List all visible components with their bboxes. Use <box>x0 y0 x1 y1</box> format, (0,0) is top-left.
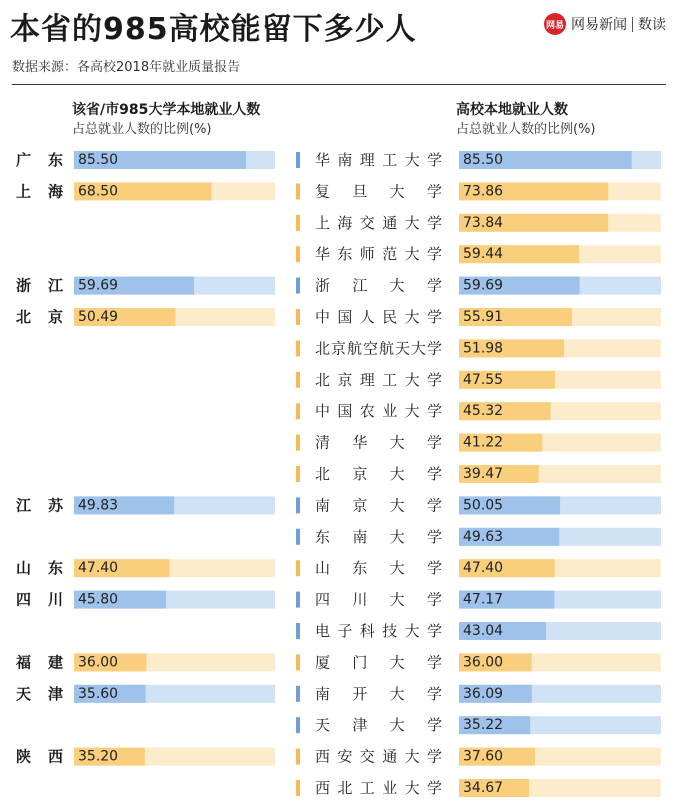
school-label: 天津大学 <box>315 716 442 735</box>
school-marker <box>296 749 300 765</box>
school-value-label: 35.22 <box>463 717 504 734</box>
school-value-label: 49.63 <box>463 528 504 545</box>
province-label: 西 <box>48 747 64 766</box>
province-label: 四 <box>16 590 32 609</box>
school-label: 华南理工大学 <box>315 151 442 169</box>
province-value-label: 36.00 <box>78 654 119 671</box>
left-column-subtitle: 占总就业人数的比例(%) <box>72 122 212 137</box>
school-label: 电子科技大学 <box>315 622 442 640</box>
school-label: 上海交通大学 <box>315 213 442 232</box>
school-label: 厦门大学 <box>315 653 442 672</box>
school-value-label: 47.55 <box>463 371 504 388</box>
school-value-label: 34.67 <box>463 780 504 796</box>
province-label: 建 <box>48 653 64 672</box>
province-label: 陕 <box>16 747 32 766</box>
school-marker <box>296 278 300 294</box>
school-marker <box>296 686 300 702</box>
school-marker <box>296 654 300 670</box>
school-value-label: 50.05 <box>463 497 504 514</box>
school-label: 西安交通大学 <box>315 747 442 766</box>
province-label: 北 <box>16 308 32 326</box>
province-value-label: 35.20 <box>78 748 119 765</box>
school-value-label: 73.84 <box>463 214 504 231</box>
school-label: 西北工业大学 <box>315 779 442 797</box>
province-label: 津 <box>48 684 64 703</box>
school-marker <box>296 215 300 231</box>
school-label: 复旦大学 <box>315 182 442 201</box>
province-label: 上 <box>16 182 32 201</box>
school-value-label: 47.17 <box>463 591 504 608</box>
school-label: 东南大学 <box>315 527 442 546</box>
school-marker <box>296 466 300 482</box>
school-value-label: 47.40 <box>463 560 504 577</box>
right-column-title: 高校本地就业人数 <box>456 102 568 118</box>
brand-section: 数读 <box>638 17 666 33</box>
province-label: 山 <box>16 559 32 578</box>
right-column-subtitle: 占总就业人数的比例(%) <box>456 122 596 137</box>
province-value-label: 50.49 <box>78 309 119 325</box>
province-label: 江 <box>16 496 32 515</box>
school-marker <box>296 246 300 262</box>
province-value-label: 45.80 <box>78 591 119 608</box>
province-label: 东 <box>48 151 64 169</box>
province-label: 海 <box>48 182 64 201</box>
page-title: 本省的985高校能留下多少人 <box>10 12 417 47</box>
school-marker <box>296 152 300 168</box>
school-value-label: 59.69 <box>463 277 504 294</box>
province-label: 浙 <box>16 276 32 295</box>
province-value-label: 47.40 <box>78 560 119 577</box>
school-marker <box>296 623 300 639</box>
school-value-label: 43.04 <box>463 623 504 639</box>
school-label: 南开大学 <box>315 684 442 703</box>
school-label: 南京大学 <box>315 496 442 515</box>
school-marker <box>296 780 300 796</box>
province-label: 广 <box>16 151 32 169</box>
province-label: 川 <box>48 590 64 609</box>
school-label: 北京大学 <box>315 465 442 483</box>
province-label: 江 <box>48 276 64 295</box>
school-marker <box>296 435 300 451</box>
school-marker <box>296 183 300 199</box>
school-value-label: 41.22 <box>463 434 504 451</box>
school-value-label: 55.91 <box>463 309 504 325</box>
school-marker <box>296 403 300 419</box>
school-value-label: 73.86 <box>463 183 504 200</box>
province-value-label: 68.50 <box>78 183 119 200</box>
brand-name: 网易新闻 <box>571 17 627 33</box>
province-value-label: 35.60 <box>78 685 119 702</box>
school-value-label: 51.98 <box>463 340 504 357</box>
school-value-label: 37.60 <box>463 748 504 765</box>
school-label: 北京航空航天大学 <box>315 339 442 358</box>
school-value-label: 36.00 <box>463 654 504 671</box>
province-label: 福 <box>16 653 32 672</box>
school-marker <box>296 560 300 576</box>
school-value-label: 39.47 <box>463 466 504 482</box>
school-label: 浙江大学 <box>315 276 442 295</box>
province-label: 天 <box>16 684 32 703</box>
school-label: 四川大学 <box>315 590 442 609</box>
school-marker <box>296 372 300 388</box>
province-value-label: 85.50 <box>78 152 119 168</box>
school-marker <box>296 497 300 513</box>
school-label: 中国人民大学 <box>315 308 442 326</box>
school-label: 山东大学 <box>315 559 442 578</box>
school-marker <box>296 309 300 325</box>
province-value-label: 49.83 <box>78 497 119 514</box>
data-source: 数据来源：各高校2018年就业质量报告 <box>12 60 241 75</box>
school-value-label: 85.50 <box>463 152 504 168</box>
province-label: 苏 <box>48 496 64 515</box>
school-value-label: 45.32 <box>463 403 504 420</box>
school-value-label: 36.09 <box>463 685 504 702</box>
school-marker <box>296 340 300 356</box>
school-label: 华东师范大学 <box>315 245 442 264</box>
school-marker <box>296 717 300 733</box>
province-label: 东 <box>48 559 64 578</box>
school-label: 清华大学 <box>315 433 442 452</box>
province-value-label: 59.69 <box>78 277 119 294</box>
left-column-title: 该省/市985大学本地就业人数 <box>72 102 261 118</box>
school-marker <box>296 529 300 545</box>
province-label: 京 <box>48 308 64 326</box>
school-value-label: 59.44 <box>463 246 504 263</box>
school-label: 北京理工大学 <box>315 370 442 389</box>
school-label: 中国农业大学 <box>315 402 442 421</box>
netease-logo-icon: 网易 <box>544 13 566 35</box>
school-marker <box>296 592 300 608</box>
